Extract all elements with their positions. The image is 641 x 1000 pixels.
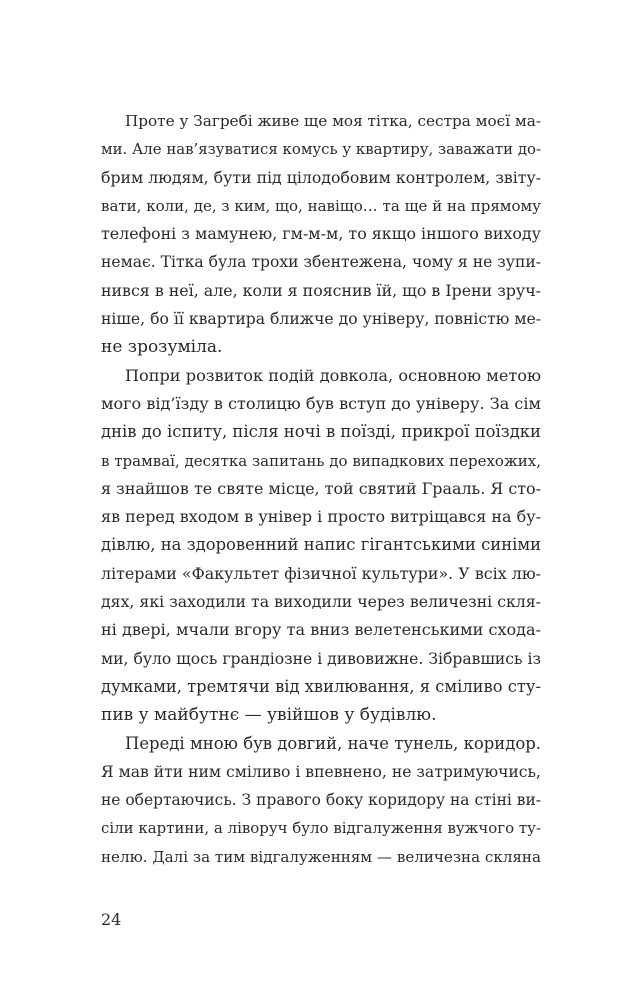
text-line: мого від’їзду в столицю був вступ до універу. За сім [101,393,541,413]
text-line: ніше, бо її квартира ближче до універу, повністю ме- [101,310,541,329]
text-line: Переді мною був довгий, наче тунель, коридор. [125,733,541,753]
page-number: 24 [101,910,122,929]
text-line: пив у майбутнє — увійшов у будівлю. [101,705,437,726]
paragraph [101,362,541,730]
text-line: не обертаючись. З правого боку коридору на стіні ви- [101,791,541,810]
text-line: Я мав йти ним сміливо і впевнено, не затримуючись, [101,762,541,781]
text-line: думками, тремтячи від хвилювання, я сміливо сту- [101,676,541,696]
text-line: днів до іспиту, після ночі в поїзді, прикрої поїздки [101,422,541,442]
text-line: я знайшов те святе місце, той святий Грааль. Я сто- [101,478,541,498]
text-line: Попри розвиток подій довкола, основною метою [125,365,541,385]
text-line: телефоні з мамунею, гм-м-м, то якщо іншого виходу [101,224,541,244]
text-line: Проте у Загребі живе ще моя тітка, сестра моєї ма- [125,112,541,130]
text-line: нився в неї, але, коли я пояснив їй, що в Ірени зруч- [101,280,541,300]
text-line: сіли картини, а ліворуч було відгалуження вужчого ту- [101,819,541,838]
text-line: дях, які заходили та виходили через величезні скля- [101,592,541,612]
text-line: яв перед входом в універ і просто витріщався на бу- [101,507,541,527]
text-line: нелю. Далі за тим відгалуженням — величезна скляна [101,847,541,866]
text-line: в трамваї, десятка запитань до випадкових перехожих, [101,451,541,470]
text-line: ми. Але нав’язуватися комусь у квартиру, заважати до- [101,140,542,159]
text-line: літерами «Факультет фізичної культури». У всіх лю- [101,563,541,583]
body-text [101,107,541,871]
text-line: ні двері, мчали вгору та вниз велетенськими схода- [101,620,541,640]
text-line: дівлю, на здоровенний напис гігантськими синіми [101,535,541,555]
text-line: вати, коли, де, з ким, що, навіщо… та ще й на прямому [101,196,541,215]
text-line: ми, було щось грандіозне і дивовижне. Зібравшись із [101,649,541,668]
text-line: немає. Тітка була трохи збентежена, чому я не зупи- [101,253,541,272]
text-line: не зрозуміла. [101,337,223,358]
paragraph [101,107,541,362]
paragraph [101,730,541,871]
text-line: брим людям, бути під цілодобовим контролем, звіту- [101,167,541,187]
